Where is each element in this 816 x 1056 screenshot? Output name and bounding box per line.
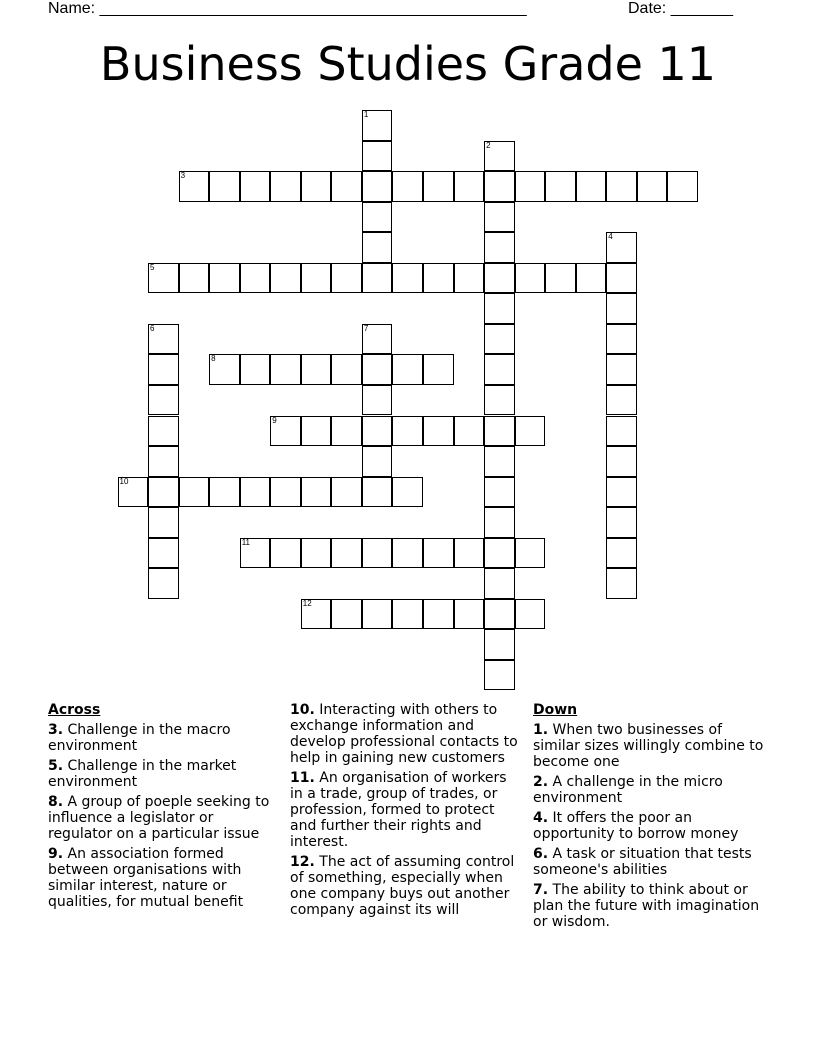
cell-number: 8 [211, 354, 216, 364]
grid-cell[interactable] [606, 446, 637, 477]
cell-number: 2 [486, 140, 491, 150]
clue-down-1 [533, 722, 773, 770]
across-heading: Across [48, 702, 101, 718]
grid-cell[interactable] [576, 263, 607, 294]
grid-cell[interactable] [484, 660, 515, 691]
grid-cell[interactable] [515, 263, 546, 294]
grid-cell[interactable] [148, 538, 179, 569]
cell-number: 11 [241, 537, 250, 547]
clue-number: 7. [533, 882, 549, 898]
clue-text: When two businesses of similar sizes willingly combine to become one [533, 722, 764, 770]
clue-number: 3. [48, 722, 64, 738]
grid-cell[interactable] [270, 538, 301, 569]
clue-number: 6. [533, 846, 549, 862]
grid-cell[interactable] [179, 263, 210, 294]
grid-cell[interactable] [362, 110, 393, 141]
grid-cell[interactable] [484, 171, 515, 202]
cell-number: 6 [150, 323, 155, 333]
grid-cell[interactable] [392, 354, 423, 385]
clue-text: A task or situation that tests someone's abilities [533, 846, 752, 878]
grid-cell[interactable] [148, 263, 179, 294]
clue-across-10 [290, 702, 522, 766]
clue-across-5 [48, 758, 280, 790]
grid-cell[interactable] [270, 263, 301, 294]
clue-across-11 [290, 770, 522, 850]
grid-cell[interactable] [606, 263, 637, 294]
grid-cell[interactable] [606, 416, 637, 447]
grid-cell[interactable] [606, 385, 637, 416]
clue-across-3 [48, 722, 280, 754]
grid-cell[interactable] [240, 354, 271, 385]
grid-cell[interactable] [301, 263, 332, 294]
down-heading: Down [533, 702, 578, 718]
grid-cell[interactable] [484, 202, 515, 233]
clue-number: 12. [290, 854, 315, 870]
grid-cell[interactable] [301, 477, 332, 508]
clue-number: 1. [533, 722, 549, 738]
grid-cell[interactable] [362, 599, 393, 630]
grid-cell[interactable] [270, 416, 301, 447]
across-clues-column-2 [290, 702, 522, 922]
grid-cell[interactable] [454, 263, 485, 294]
grid-cell[interactable] [484, 446, 515, 477]
grid-cell[interactable] [484, 507, 515, 538]
grid-cell[interactable] [667, 171, 698, 202]
clue-number: 8. [48, 794, 64, 810]
grid-cell[interactable] [545, 171, 576, 202]
grid-cell[interactable] [606, 293, 637, 324]
name-line: Name: ________________________________________________ [48, 0, 527, 17]
grid-cell[interactable] [606, 171, 637, 202]
grid-cell[interactable] [209, 171, 240, 202]
grid-cell[interactable] [606, 568, 637, 599]
grid-cell[interactable] [606, 354, 637, 385]
grid-cell[interactable] [545, 263, 576, 294]
cell-number: 1 [363, 110, 369, 119]
grid-cell[interactable] [240, 477, 271, 508]
grid-cell[interactable] [484, 232, 515, 263]
clue-down-2 [533, 774, 773, 806]
grid-cell[interactable] [392, 171, 423, 202]
grid-cell[interactable] [362, 232, 393, 263]
grid-cell[interactable] [392, 263, 423, 294]
grid-cell[interactable] [484, 141, 515, 172]
grid-cell[interactable] [362, 416, 393, 447]
cell-number: 5 [150, 262, 155, 272]
grid-cell[interactable] [362, 477, 393, 508]
grid-cell[interactable] [454, 171, 485, 202]
grid-cell[interactable] [362, 354, 393, 385]
grid-cell[interactable] [148, 446, 179, 477]
down-clues-column [533, 702, 773, 934]
grid-cell[interactable] [331, 416, 362, 447]
grid-cell[interactable] [240, 171, 271, 202]
clue-down-7 [533, 882, 773, 930]
grid-cell[interactable] [270, 171, 301, 202]
grid-cell[interactable] [392, 416, 423, 447]
grid-cell[interactable] [423, 599, 454, 630]
grid-cell[interactable] [301, 416, 332, 447]
grid-cell[interactable] [484, 599, 515, 630]
grid-cell[interactable] [148, 354, 179, 385]
grid-cell[interactable] [148, 568, 179, 599]
grid-cell[interactable] [301, 538, 332, 569]
grid-cell[interactable] [484, 629, 515, 660]
grid-cell[interactable] [362, 202, 393, 233]
clue-text: The ability to think about or plan the future with imagination or wisdom. [533, 882, 760, 930]
grid-cell[interactable] [331, 538, 362, 569]
cell-number: 4 [608, 232, 613, 242]
cell-number: 12 [302, 598, 312, 608]
grid-cell[interactable] [606, 538, 637, 569]
clue-text: Challenge in the macro environment [48, 722, 231, 754]
clue-text: An association formed between organisations with similar interest, nature or qualities, for mutual benefit [48, 846, 244, 910]
cell-number: 9 [272, 415, 277, 425]
clue-down-4 [533, 810, 773, 842]
grid-cell[interactable] [423, 354, 454, 385]
clue-text: Interacting with others to exchange information and develop professional contacts to help in gaining new customers [290, 702, 518, 766]
grid-cell[interactable] [515, 416, 546, 447]
grid-cell[interactable] [362, 446, 393, 477]
clue-number: 4. [533, 810, 549, 826]
grid-cell[interactable] [362, 263, 393, 294]
grid-cell[interactable] [148, 324, 179, 355]
grid-cell[interactable] [240, 263, 271, 294]
grid-cell[interactable] [331, 477, 362, 508]
grid-cell[interactable] [362, 141, 393, 172]
grid-cell[interactable] [148, 416, 179, 447]
grid-cell[interactable] [515, 171, 546, 202]
grid-cell[interactable] [362, 538, 393, 569]
grid-cell[interactable] [484, 477, 515, 508]
grid-cell[interactable] [484, 354, 515, 385]
grid-cell[interactable] [392, 538, 423, 569]
clue-number: 5. [48, 758, 64, 774]
clue-text: An organisation of workers in a trade, group of trades, or profession, formed to protect and further their rights and interest. [290, 770, 507, 850]
grid-cell[interactable] [606, 507, 637, 538]
grid-cell[interactable] [179, 171, 210, 202]
grid-cell[interactable] [392, 477, 423, 508]
clue-number: 11. [290, 770, 315, 786]
grid-cell[interactable] [392, 599, 423, 630]
clue-down-6 [533, 846, 773, 878]
grid-cell[interactable] [331, 354, 362, 385]
grid-cell[interactable] [484, 324, 515, 355]
grid-cell[interactable] [362, 171, 393, 202]
grid-cell[interactable] [423, 416, 454, 447]
clue-text: Challenge in the market environment [48, 758, 237, 790]
clue-text: The act of assuming control of something, especially when one company buys out another company against its will [290, 854, 515, 918]
grid-cell[interactable] [270, 354, 301, 385]
clue-text: A challenge in the micro environment [533, 774, 723, 806]
grid-cell[interactable] [148, 385, 179, 416]
grid-cell[interactable] [148, 477, 179, 508]
grid-cell[interactable] [484, 568, 515, 599]
grid-cell[interactable] [148, 507, 179, 538]
grid-cell[interactable] [331, 263, 362, 294]
clue-number: 2. [533, 774, 549, 790]
grid-cell[interactable] [606, 324, 637, 355]
clue-across-12 [290, 854, 522, 918]
grid-cell[interactable] [423, 263, 454, 294]
clue-number: 10. [290, 702, 315, 718]
grid-cell[interactable] [606, 232, 637, 263]
grid-cell[interactable] [515, 599, 546, 630]
grid-cell[interactable] [484, 538, 515, 569]
grid-cell[interactable] [606, 477, 637, 508]
clue-text: It offers the poor an opportunity to borrow money [533, 810, 739, 842]
grid-cell[interactable] [331, 599, 362, 630]
date-line: Date: _______ [628, 0, 733, 17]
grid-cell[interactable] [515, 538, 546, 569]
grid-cell[interactable] [179, 477, 210, 508]
grid-cell[interactable] [454, 599, 485, 630]
grid-cell[interactable] [484, 385, 515, 416]
grid-cell[interactable] [454, 416, 485, 447]
grid-cell[interactable] [301, 171, 332, 202]
grid-cell[interactable] [209, 477, 240, 508]
cell-number: 7 [363, 323, 369, 333]
grid-cell[interactable] [301, 354, 332, 385]
grid-cell[interactable] [423, 538, 454, 569]
clue-number: 9. [48, 846, 64, 862]
cell-number: 10 [119, 476, 129, 486]
page-title: Business Studies Grade 11 [99, 37, 717, 91]
grid-cell[interactable] [576, 171, 607, 202]
grid-cell[interactable] [484, 416, 515, 447]
grid-cell[interactable] [209, 354, 240, 385]
grid-cell[interactable] [362, 385, 393, 416]
grid-cell[interactable] [331, 171, 362, 202]
clue-text: A group of poeple seeking to influence a legislator or regulator on a particular issue [48, 794, 270, 842]
grid-cell[interactable] [484, 263, 515, 294]
cell-number: 3 [180, 171, 186, 181]
grid-cell[interactable] [301, 599, 332, 630]
grid-cell[interactable] [240, 538, 271, 569]
grid-cell[interactable] [118, 477, 149, 508]
grid-cell[interactable] [454, 538, 485, 569]
clue-across-8 [48, 794, 280, 842]
grid-cell[interactable] [637, 171, 668, 202]
grid-cell[interactable] [423, 171, 454, 202]
across-clues-column-1 [48, 702, 280, 914]
grid-cell[interactable] [362, 324, 393, 355]
grid-cell[interactable] [209, 263, 240, 294]
grid-cell[interactable] [484, 293, 515, 324]
clue-across-9 [48, 846, 280, 910]
grid-cell[interactable] [270, 477, 301, 508]
